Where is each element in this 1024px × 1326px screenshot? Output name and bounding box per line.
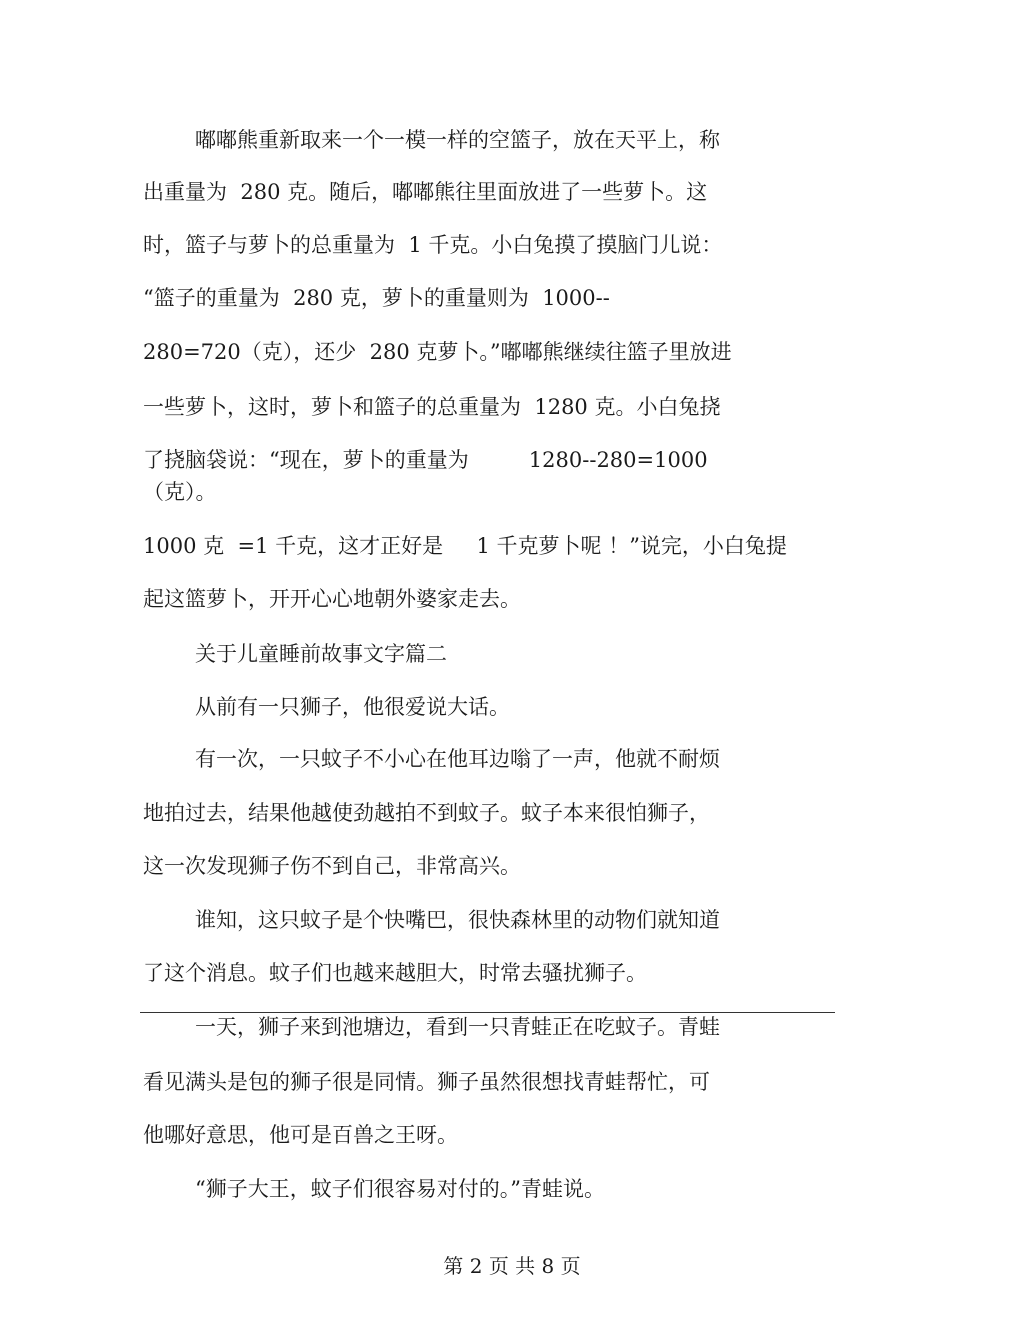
paragraph-line: 一些萝卜，这时，萝卜和篮子的总重量为 1280 克。小白兔挠: [143, 395, 721, 419]
paragraph-line: 他哪好意思，他可是百兽之王呀。: [143, 1123, 458, 1147]
paragraph-line: 有一次，一只蚊子不小心在他耳边嗡了一声，他就不耐烦: [195, 747, 720, 771]
paragraph-line: 从前有一只狮子，他很爱说大话。: [195, 695, 510, 719]
paragraph-line: 看见满头是包的狮子很是同情。狮子虽然很想找青蛙帮忙，可: [143, 1070, 710, 1094]
paragraph-line: 嘟嘟熊重新取来一个一模一样的空篮子，放在天平上，称: [195, 128, 720, 152]
section-heading: 关于儿童睡前故事文字篇二: [195, 642, 447, 666]
paragraph-line: 起这篮萝卜，开开心心地朝外婆家走去。: [143, 587, 521, 611]
paragraph-line: 这一次发现狮子伤不到自己，非常高兴。: [143, 854, 521, 878]
paragraph-line: 地拍过去，结果他越使劲越拍不到蚊子。蚊子本来很怕狮子，: [143, 801, 710, 825]
paragraph-line: 了这个消息。蚊子们也越来越胆大，时常去骚扰狮子。: [143, 961, 647, 985]
paragraph-line: 时，篮子与萝卜的总重量为 1 千克。小白兔摸了摸脑门儿说：: [143, 233, 723, 257]
paragraph-line: 一天，狮子来到池塘边，看到一只青蛙正在吃蚊子。青蛙: [195, 1015, 720, 1039]
paragraph-line: “狮子大王，蚊子们很容易对付的。”青蛙说。: [195, 1177, 605, 1201]
page-number-footer: 第 2 页 共 8 页: [443, 1254, 581, 1278]
paragraph-line: 280=720（克），还少 280 克萝卜。”嘟嘟熊继续往篮子里放进: [143, 340, 732, 364]
paragraph-line: 出重量为 280 克。随后，嘟嘟熊往里面放进了一些萝卜。这: [143, 180, 708, 204]
paragraph-line: 了挠脑袋说：“现在，萝卜的重量为 1280--280=1000: [143, 448, 708, 472]
paragraph-line: 1000 克 =1 千克，这才正好是 1 千克萝卜呢 ！”说完，小白兔提: [143, 534, 787, 558]
paragraph-line: 谁知，这只蚊子是个快嘴巴，很快森林里的动物们就知道: [195, 908, 720, 932]
paragraph-line: “篮子的重量为 280 克，萝卜的重量则为 1000--: [143, 286, 610, 310]
paragraph-line: （克）。: [143, 480, 217, 504]
